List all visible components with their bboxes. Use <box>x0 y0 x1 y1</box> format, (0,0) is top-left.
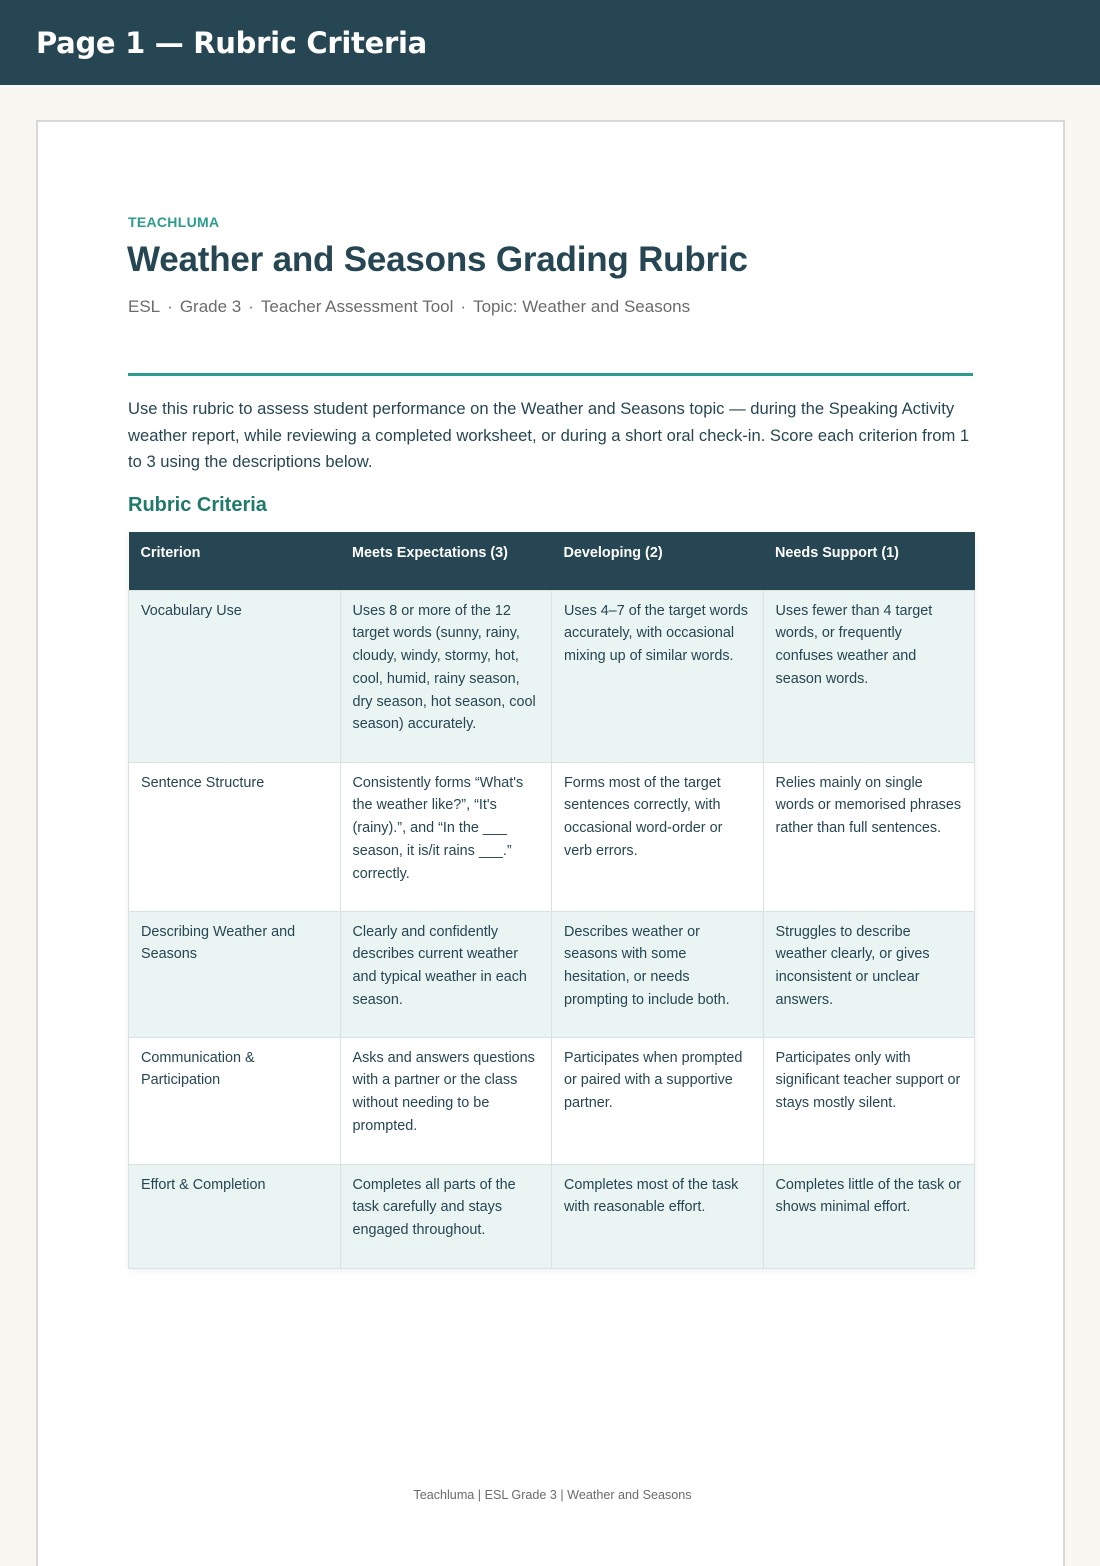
document-title: Weather and Seasons Grading Rubric <box>127 240 748 279</box>
brand-label: TEACHLUMA <box>128 214 220 230</box>
header-criterion: Criterion <box>129 532 341 590</box>
criterion-cell: Vocabulary Use <box>129 590 341 762</box>
table-row <box>129 590 975 762</box>
document-meta <box>128 297 690 317</box>
needs-support-cell: Uses fewer than 4 target words, or frequently confuses weather and season words. <box>763 590 975 762</box>
meta-grade: Grade 3 <box>179 297 242 316</box>
needs-support-cell: Struggles to describe weather clearly, or gives inconsistent or unclear answers. <box>763 911 975 1037</box>
meta-separator: · <box>460 297 467 316</box>
table-row <box>129 911 975 1037</box>
section-title: Rubric Criteria <box>128 494 267 516</box>
header-meets: Meets Expectations (3) <box>340 532 552 590</box>
intro-paragraph: Use this rubric to assess student performance on the Weather and Seasons topic — during the Speaking Activity weather report, while reviewing a completed worksheet, or during a short oral check-in. Score each criterion from 1 to 3 using the descriptions below. <box>128 399 970 471</box>
table-row <box>129 762 975 911</box>
meta-separator: · <box>167 297 173 316</box>
table-row <box>129 1037 975 1164</box>
meets-cell: Clearly and confidently describes current weather and typical weather in each season. <box>340 911 552 1037</box>
page-banner <box>0 0 1100 85</box>
developing-cell: Uses 4–7 of the target words accurately, with occasional mixing up of similar words. <box>552 590 764 762</box>
developing-cell: Completes most of the task with reasonable effort. <box>552 1164 764 1268</box>
meta-subject: ESL <box>128 297 161 316</box>
developing-cell: Describes weather or seasons with some hesitation, or needs prompting to include both. <box>552 911 764 1037</box>
criterion-cell: Communication & Participation <box>129 1037 341 1164</box>
criterion-cell: Effort & Completion <box>129 1164 341 1268</box>
header-needs-support: Needs Support (1) <box>763 532 975 590</box>
document-page <box>36 120 1065 1566</box>
divider <box>128 373 973 376</box>
rubric-table <box>128 532 975 1269</box>
header-developing: Developing (2) <box>552 532 764 590</box>
table-row <box>129 1164 975 1268</box>
criterion-cell: Sentence Structure <box>129 762 341 911</box>
criterion-cell: Describing Weather and Seasons <box>129 911 341 1037</box>
meta-separator: · <box>248 297 254 316</box>
page-footer: Teachluma | ESL Grade 3 | Weather and Seasons <box>413 1488 692 1502</box>
meta-tool: Teacher Assessment Tool <box>260 297 454 316</box>
meets-cell: Asks and answers questions with a partner or the class without needing to be prompted. <box>340 1037 552 1164</box>
developing-cell: Participates when prompted or paired with a supportive partner. <box>552 1037 764 1164</box>
meets-cell: Uses 8 or more of the 12 target words (sunny, rainy, cloudy, windy, stormy, hot, cool, humid, rainy season, dry season, hot season, cool season) accurately. <box>340 590 552 762</box>
banner-title: Page 1 — Rubric Criteria <box>36 26 427 60</box>
meta-topic: Topic: Weather and Seasons <box>473 297 691 316</box>
meets-cell: Consistently forms “What's the weather like?”, “It's (rainy).”, and “In the ___ season, it is/it rains ___.” correctly. <box>340 762 552 911</box>
needs-support-cell: Participates only with significant teacher support or stays mostly silent. <box>763 1037 975 1164</box>
needs-support-cell: Relies mainly on single words or memorised phrases rather than full sentences. <box>763 762 975 911</box>
developing-cell: Forms most of the target sentences correctly, with occasional word-order or verb errors. <box>552 762 764 911</box>
needs-support-cell: Completes little of the task or shows minimal effort. <box>763 1164 975 1268</box>
meets-cell: Completes all parts of the task carefully and stays engaged throughout. <box>340 1164 552 1268</box>
table-header-row <box>129 532 975 590</box>
